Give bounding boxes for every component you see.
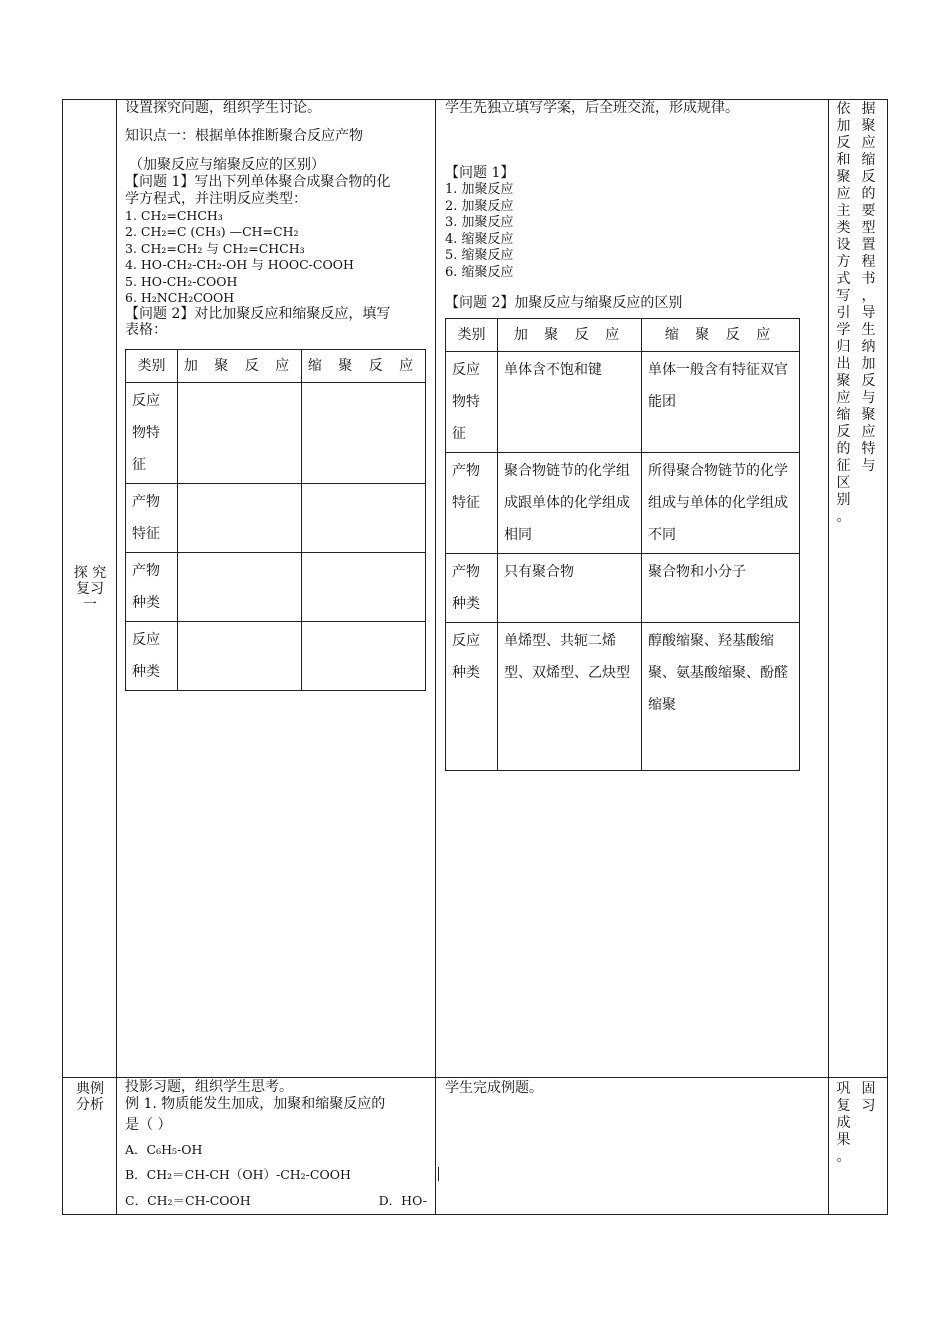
table-row xyxy=(126,622,426,691)
row-label: 产物种类 xyxy=(126,553,178,622)
monomer-item: 5. HO-CH₂-COOH xyxy=(125,273,238,289)
purpose-char: 应 xyxy=(861,424,876,440)
purpose-char: 反 xyxy=(861,169,876,185)
purpose-char: 聚 xyxy=(861,407,876,423)
table-cell: 聚合物和小分子 xyxy=(642,554,800,623)
purpose-char: 应 xyxy=(836,390,851,406)
purpose-char: 置 xyxy=(861,237,876,253)
student-intro: 学生完成例题。 xyxy=(445,1080,543,1096)
monomer-item: 2. CH₂=C (CH₃) —CH=CH₂ xyxy=(125,224,299,240)
table-cell: 所得聚合物链节的化学组成与单体的化学组成不同 xyxy=(642,453,800,554)
blank-cell[interactable] xyxy=(302,383,426,484)
purpose-char: 应 xyxy=(861,135,876,151)
blank-cell[interactable] xyxy=(178,484,302,553)
student-intro: 学生先独立填写学案，后全班交流，形成规律。 xyxy=(445,100,739,116)
purpose-char: 征 xyxy=(836,458,851,474)
purpose-text-col-a xyxy=(836,101,851,526)
row-divider xyxy=(62,1077,888,1078)
column-divider-1 xyxy=(116,99,117,1215)
blank-cell[interactable] xyxy=(302,484,426,553)
purpose-char: 聚 xyxy=(861,118,876,134)
purpose-char: 引 xyxy=(836,305,851,321)
question-2-title-cont: 表格： xyxy=(125,322,167,339)
knowledge-point-1: 知识点一：根据单体推断聚合反应产物 xyxy=(125,128,363,144)
monomer-item: 3. CH₂=CH₂ 与 CH₂=CHCH₃ xyxy=(125,240,305,256)
purpose-char: 。 xyxy=(836,509,851,525)
purpose-char: 缩 xyxy=(861,152,876,168)
blank-cell[interactable] xyxy=(178,553,302,622)
row2-teacher-activity xyxy=(125,1079,430,1214)
row-label: 产物特征 xyxy=(126,484,178,553)
purpose-char: 写 xyxy=(836,288,851,304)
table-row xyxy=(446,453,800,554)
question-2-title: 【问题 2】对比加聚反应和缩聚反应，填写 xyxy=(125,306,391,323)
lesson-plan-table xyxy=(62,99,888,1215)
row2-label: 典例 分析 xyxy=(76,1081,104,1113)
table-header: 缩 聚 反 应 xyxy=(642,319,800,352)
purpose-char: 巩 xyxy=(836,1081,851,1097)
purpose-char: 反 xyxy=(861,373,876,389)
option-c: C．CH₂＝CH-COOH xyxy=(125,1193,251,1208)
table-cell: 聚合物链节的化学组成跟单体的化学组成相同 xyxy=(498,453,642,554)
answer-item: 5. 缩聚反应 xyxy=(445,248,514,263)
purpose-char: 纳 xyxy=(861,339,876,355)
purpose-char: 别 xyxy=(836,492,851,508)
row1-teacher-activity xyxy=(125,99,430,338)
purpose-char: 主 xyxy=(836,203,851,219)
monomer-item: 4. HO-CH₂-CH₂-OH 与 HOOC-COOH xyxy=(125,257,354,273)
purpose-char: 固 xyxy=(861,1081,876,1097)
purpose-char: 书 xyxy=(861,271,876,287)
blank-cell[interactable] xyxy=(178,622,302,691)
purpose-char: 成 xyxy=(836,1115,851,1131)
answer-item: 1. 加聚反应 xyxy=(445,182,514,197)
table-row xyxy=(446,352,800,453)
row1-label: 探 究 复习 一 xyxy=(73,565,107,613)
purpose-char: 加 xyxy=(836,118,851,134)
purpose-char: 加 xyxy=(861,356,876,372)
row-label: 反应物特征 xyxy=(126,383,178,484)
row-label: 反应种类 xyxy=(126,622,178,691)
purpose-char: 导 xyxy=(861,305,876,321)
purpose-char: ， xyxy=(861,288,876,304)
purpose-char: 式 xyxy=(836,271,851,287)
blank-cell[interactable] xyxy=(178,383,302,484)
answer-item: 3. 加聚反应 xyxy=(445,215,514,230)
purpose-char: 和 xyxy=(836,152,851,168)
option-d: D．HO- xyxy=(378,1193,427,1208)
example-1-question-cont: 是（ ） xyxy=(125,1117,172,1133)
row1-design-purpose xyxy=(836,101,876,526)
blank-cell[interactable] xyxy=(302,553,426,622)
purpose-char: 程 xyxy=(861,254,876,270)
teacher-intro: 投影习题，组织学生思考。 xyxy=(125,1079,293,1095)
table-cell: 单烯型、共轭二烯型、双烯型、乙炔型 xyxy=(498,623,642,771)
table-cell: 醇酸缩聚、羟基酸缩聚、氨基酸缩聚、酚醛缩聚 xyxy=(642,623,800,771)
purpose-char: 区 xyxy=(836,475,851,491)
blank-cell[interactable] xyxy=(302,622,426,691)
question-1-title: 【问题 1】写出下列单体聚合成聚合物的化 xyxy=(125,174,391,190)
row-label: 产物种类 xyxy=(446,554,498,623)
purpose-char: 设 xyxy=(836,237,851,253)
answer-item: 2. 加聚反应 xyxy=(445,198,514,214)
purpose-char: 聚 xyxy=(836,373,851,389)
purpose-char: 学 xyxy=(836,322,851,338)
purpose-text-col-b xyxy=(861,1081,876,1166)
question-1-title-cont: 学方程式，并注明反应类型： xyxy=(125,191,307,207)
table-header: 缩 聚 反 应 xyxy=(302,350,426,383)
purpose-char: 与 xyxy=(861,390,876,406)
table-cell: 单体含不饱和键 xyxy=(498,352,642,453)
purpose-char: 生 xyxy=(861,322,876,338)
purpose-char: 的 xyxy=(836,441,851,457)
option-b: B．CH₂＝CH-CH（OH）-CH₂-COOH xyxy=(125,1167,351,1182)
table-border-right xyxy=(887,99,888,1215)
purpose-char: 型 xyxy=(861,220,876,236)
purpose-char: 特 xyxy=(861,441,876,457)
table-header: 类别 xyxy=(446,319,498,352)
purpose-char: 反 xyxy=(836,135,851,151)
purpose-char: 类 xyxy=(836,220,851,236)
table-cell: 单体一般含有特征双官能团 xyxy=(642,352,800,453)
purpose-char: 缩 xyxy=(836,407,851,423)
purpose-char: 的 xyxy=(861,186,876,202)
table-border-left xyxy=(62,99,63,1215)
purpose-char: 反 xyxy=(836,424,851,440)
table-row xyxy=(446,623,800,771)
table-border-bottom xyxy=(62,1214,888,1215)
purpose-char: 依 xyxy=(836,101,851,117)
table-row xyxy=(126,553,426,622)
row-label: 产物特征 xyxy=(446,453,498,554)
table-cell: 只有聚合物 xyxy=(498,554,642,623)
answer-item: 4. 缩聚反应 xyxy=(445,231,514,247)
row2-student-activity xyxy=(445,1079,825,1097)
blank-comparison-table xyxy=(125,349,426,691)
purpose-char: 方 xyxy=(836,254,851,270)
purpose-char: 与 xyxy=(861,458,876,474)
purpose-char: 据 xyxy=(861,101,876,117)
comparison-table xyxy=(445,318,800,771)
answer-item: 6. 缩聚反应 xyxy=(445,264,514,280)
purpose-char: 复 xyxy=(836,1098,851,1114)
column-divider-3 xyxy=(828,99,829,1215)
text-cursor xyxy=(438,1167,439,1181)
row-label: 反应种类 xyxy=(446,623,498,771)
purpose-text-col-a xyxy=(836,1081,851,1166)
table-row xyxy=(446,554,800,623)
answer-2-heading: 【问题 2】加聚反应与缩聚反应的区别 xyxy=(445,295,683,311)
row1-student-activity xyxy=(445,99,825,312)
purpose-char: 出 xyxy=(836,356,851,372)
example-1-question: 例 1. 物质能发生加成，加聚和缩聚反应的 xyxy=(125,1096,386,1112)
knowledge-point-1-sub: （加聚反应与缩聚反应的区别） xyxy=(129,157,325,173)
table-row xyxy=(126,484,426,553)
row2-design-purpose xyxy=(836,1081,876,1166)
purpose-char: 归 xyxy=(836,339,851,355)
column-divider-2 xyxy=(435,99,436,1215)
purpose-char: 果 xyxy=(836,1132,851,1148)
purpose-char: 聚 xyxy=(836,169,851,185)
purpose-char: 。 xyxy=(836,1149,851,1165)
option-a: A．C₆H₅-OH xyxy=(125,1142,203,1157)
monomer-item: 1. CH₂=CHCH₃ xyxy=(125,208,223,223)
answer-1-heading: 【问题 1】 xyxy=(445,165,515,181)
table-row xyxy=(126,383,426,484)
row-label: 反应物特征 xyxy=(446,352,498,453)
table-header: 类别 xyxy=(126,350,178,383)
purpose-char: 习 xyxy=(861,1098,876,1114)
teacher-intro: 设置探究问题，组织学生讨论。 xyxy=(125,100,321,116)
purpose-text-col-b xyxy=(861,101,876,526)
purpose-char: 应 xyxy=(836,186,851,202)
purpose-char: 要 xyxy=(861,203,876,219)
table-header: 加 聚 反 应 xyxy=(178,350,302,383)
table-header: 加 聚 反 应 xyxy=(498,319,642,352)
monomer-item: 6. H₂NCH₂COOH xyxy=(125,290,235,306)
